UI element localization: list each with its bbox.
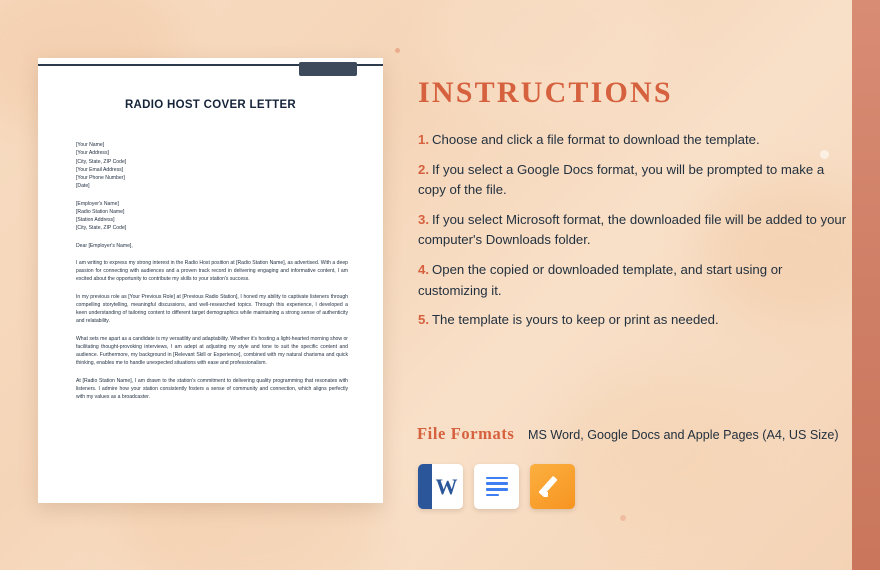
sender-block <box>76 141 348 191</box>
google-docs-icon-lines <box>486 474 508 499</box>
instruction-step-text: If you select a Google Docs format, you will be prompted to make a copy of the file. <box>418 161 825 198</box>
file-formats-label: File Formats <box>417 424 515 443</box>
ms-word-icon-letter: W <box>435 473 458 499</box>
instruction-step-number: 5. <box>418 312 429 328</box>
instructions-heading: INSTRUCTIONS <box>418 76 673 109</box>
decorative-speck <box>620 515 626 521</box>
recipient-line: [Employer's Name] <box>76 200 119 207</box>
body-paragraph: At [Radio Station Name], I am drawn to the station's commitment to delivering quality programming that resonates with listeners. I admire how your station consistently fosters a sense of community and connection, which aligns perfectly with my values as a broadcaster. <box>76 377 348 400</box>
recipient-block <box>76 200 348 233</box>
recipient-line: [Station Address] <box>76 217 115 223</box>
document-title: RADIO HOST COVER LETTER <box>124 99 297 111</box>
instructions-list <box>418 130 848 340</box>
document-header-tab <box>299 62 357 76</box>
decorative-speck <box>395 48 400 53</box>
salutation: Dear [Employer's Name], <box>76 242 133 249</box>
sender-line: [Your Email Address] <box>76 166 124 173</box>
file-formats-value: MS Word, Google Docs and Apple Pages (A4, US Size) <box>528 428 839 442</box>
instruction-step <box>418 210 848 251</box>
apple-pages-icon-pen <box>542 476 564 498</box>
instruction-step-text: If you select Microsoft format, the downloaded file will be added to your computer's Downloads folder. <box>418 211 847 248</box>
ms-word-icon[interactable] <box>418 464 463 509</box>
google-docs-icon-line <box>486 482 508 485</box>
instruction-step-text: The template is yours to keep or print as needed. <box>432 312 719 328</box>
body-paragraph: What sets me apart as a candidate is my versatility and adaptability. Whether it's hosting a light-hearted morning show or facilitating thought-provoking interviews, I am adept at adjusting my style and tone to suit the specific content and audience. Furthermore, my background in [Relevant Skill or Experience], combined with my natural charisma and quick thinking, enables me to handle unexpected situations with ease and professionalism. <box>76 335 348 367</box>
sender-line: [Your Name] <box>76 142 105 148</box>
instruction-step-number: 2. <box>418 161 429 177</box>
instruction-step <box>418 130 848 151</box>
google-docs-icon[interactable] <box>474 464 519 509</box>
sender-line: [Your Address] <box>76 150 109 157</box>
instruction-step-text: Choose and click a file format to download the template. <box>432 132 760 147</box>
right-color-strip <box>852 0 880 570</box>
google-docs-icon-line <box>486 488 508 491</box>
sender-line: [City, State, ZIP Code] <box>76 158 127 165</box>
document-body <box>76 141 348 410</box>
instruction-step-text: Open the copied or downloaded template, and start using or customizing it. <box>418 261 783 298</box>
file-format-icons <box>418 464 575 509</box>
recipient-line: [Radio Station Name] <box>76 208 125 215</box>
instruction-step <box>418 260 848 301</box>
ms-word-icon-spine <box>418 464 432 509</box>
instruction-step-number: 4. <box>418 261 429 277</box>
instruction-step-number: 3. <box>418 211 429 227</box>
sender-line: [Your Phone Number] <box>76 175 125 181</box>
google-docs-icon-line <box>486 494 499 497</box>
body-paragraph: In my previous role as [Your Previous Role] at [Previous Radio Station], I honed my ability to captivate listeners through compelling storytelling, meaningful discussions, and well-researched topics. Through this experience, I developed a keen understanding of tailoring content to different target demographics while maintaining a strong sense of authenticity and relatability. <box>76 293 348 325</box>
sender-line: [Date] <box>76 183 90 190</box>
instruction-step <box>418 310 848 331</box>
google-docs-icon-line <box>486 477 508 480</box>
instruction-step <box>418 160 848 201</box>
background-texture <box>560 380 760 530</box>
document-preview[interactable] <box>38 58 383 503</box>
recipient-line: [City, State, ZIP Code] <box>76 225 127 232</box>
instruction-step-number: 1. <box>418 132 429 147</box>
body-paragraph: I am writing to express my strong interest in the Radio Host position at [Radio Station Name], as advertised. With a deep passion for connecting with audiences and a proven track record in delivering engaging and informative content, I am excited about the opportunity to contribute my skills to your station's success. <box>76 259 348 283</box>
apple-pages-icon[interactable] <box>530 464 575 509</box>
